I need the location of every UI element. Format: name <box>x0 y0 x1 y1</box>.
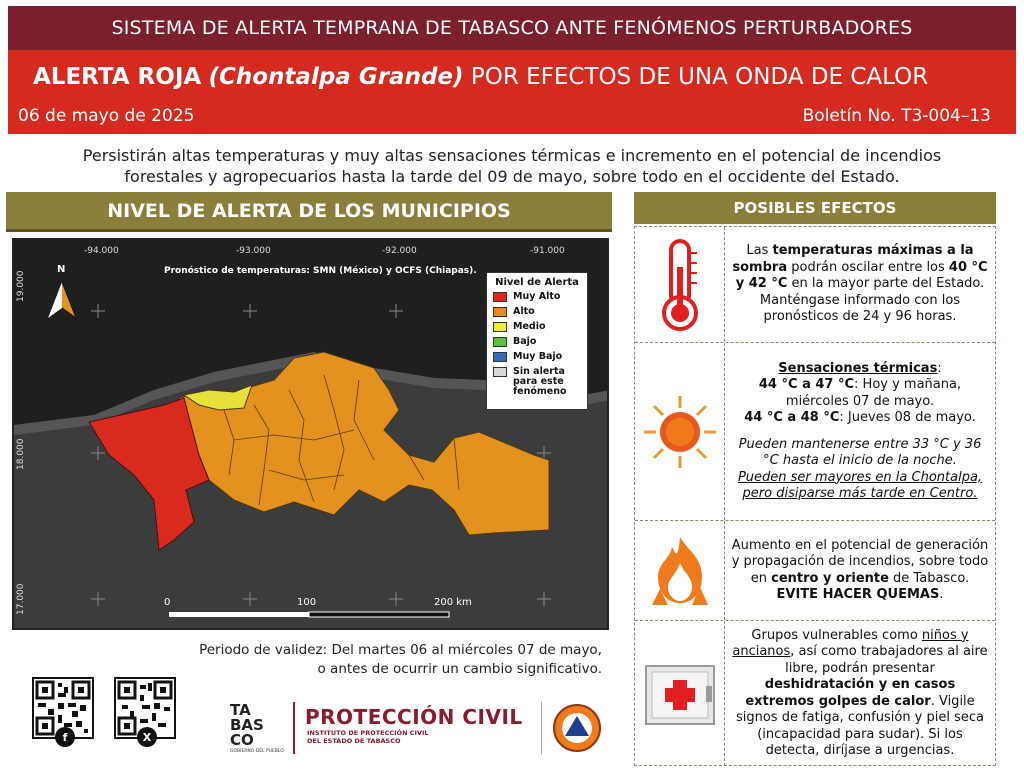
alert-label: ALERTA ROJA <box>33 64 202 90</box>
scale-label: 0 <box>164 597 171 608</box>
first-aid-kit-icon <box>635 621 725 766</box>
alert-rest: POR EFECTOS DE UNA ONDA DE CALOR <box>470 64 929 90</box>
map-source: Pronóstico de temperaturas: SMN (México) y OCFS (Chiapas). <box>164 266 477 276</box>
municipal-alert-header-text: NIVEL DE ALERTA DE LOS MUNICIPIOS <box>107 199 511 222</box>
validity-line-2: o antes de ocurrir un cambio significativo. <box>317 661 602 677</box>
legend-item <box>493 352 581 362</box>
lat-label: 17.000 <box>16 583 26 615</box>
legend-swatch <box>493 367 507 377</box>
legend-swatch <box>493 322 507 332</box>
lat-label: 18.000 <box>16 438 26 470</box>
legend-title: Nivel de Alerta <box>495 277 579 288</box>
fire-icon <box>635 521 725 620</box>
summary-text <box>20 145 1004 187</box>
legend-item <box>493 292 581 302</box>
legend-label: Medio <box>513 321 546 332</box>
civil-protection-seal-icon <box>552 703 602 753</box>
proteccion-civil-subtitle: INSTITUTO DE PROTECCIÓN CIVIL DEL ESTADO DE TABASCO <box>307 729 429 745</box>
effects-header-text: POSIBLES EFECTOS <box>733 199 897 217</box>
lon-label: -93.000 <box>236 246 271 256</box>
lon-label: -94.000 <box>84 246 119 256</box>
legend-swatch <box>493 352 507 362</box>
scale-label: 100 <box>297 597 317 608</box>
bulletin-date: 06 de mayo de 2025 <box>18 106 195 126</box>
tabasco-logo: TA BAS CO <box>230 701 264 749</box>
health-text: Grupos vulnerables como niños y ancianos, así como trabajadores al aire libre, podrán presentar deshidratación y en casos extremos golpes de calor. Vigile signos de fatiga, confusión y piel seca (incapacidad para sudar). Si los detecta, diríjase a urgencias. <box>732 627 988 758</box>
proteccion-civil-title: PROTECCIÓN CIVIL <box>305 705 523 729</box>
system-title-bar <box>8 6 1016 50</box>
lon-label: -91.000 <box>530 246 565 256</box>
legend-swatch <box>493 292 507 302</box>
municipal-alert-header <box>6 192 612 232</box>
logo-divider <box>541 702 542 754</box>
bulletin-number: Boletín No. T3-004–13 <box>802 106 991 126</box>
map-legend <box>486 272 588 410</box>
effect-fires <box>635 521 995 621</box>
x-icon: X <box>137 727 157 747</box>
scale-bar-1 <box>169 612 309 617</box>
fires-text: Aumento en el potencial de generación y propagación de incendios, sobre todo en centro y oriente de Tabasco. EVITE HACER QUEMAS. <box>731 537 989 602</box>
effect-temperature <box>635 227 995 343</box>
thermometer-icon <box>635 227 725 342</box>
temperature-text: Las temperaturas máximas a la sombra podrán oscilar entre los 40 °C y 42 °C en la mayor parte del Estado. Manténgase informado con los pronósticos de 24 y 96 horas. <box>732 243 988 325</box>
validity-line-1: Periodo de validez: Del martes 06 al miércoles 07 de mayo, <box>199 642 602 658</box>
lat-label: 19.000 <box>16 270 26 302</box>
x-qr-code[interactable] <box>114 677 176 744</box>
logo-divider <box>293 702 295 754</box>
heat-index-text: Sensaciones térmicas: 44 °C a 47 °C: Hoy y mañana, miércoles 07 de mayo. 44 °C a 48 °C: Jueves 08 de mayo. Pueden mantenerse entre 33 °C y 36 °C hasta el inicio de la noche. Pueden ser mayores en la Chontalpa, pero disiparse más tarde en Centro. <box>737 360 983 501</box>
effect-heat-index <box>635 343 995 521</box>
alert-title <box>33 64 928 90</box>
legend-label: Alto <box>513 306 535 317</box>
system-title: SISTEMA DE ALERTA TEMPRANA DE TABASCO ANTE FENÓMENOS PERTURBADORES <box>111 17 913 39</box>
effect-health <box>635 621 995 766</box>
legend-label: Muy Bajo <box>513 351 563 362</box>
effects-panel <box>634 226 996 766</box>
legend-item <box>493 337 581 347</box>
sun-icon <box>635 343 725 520</box>
alert-region: (Chontalpa Grande) <box>208 64 464 90</box>
legend-swatch <box>493 337 507 347</box>
legend-item <box>493 367 581 397</box>
alert-band <box>8 50 1016 134</box>
alert-map <box>12 238 609 630</box>
north-label: N <box>57 264 66 275</box>
summary-line-2: forestales y agropecuarios hasta la tarde del 09 de mayo, sobre todo en el occidente del Estado. <box>124 167 900 186</box>
legend-label: Sin alerta para este fenómeno <box>513 366 567 397</box>
facebook-icon: f <box>55 727 75 747</box>
validity-period <box>160 641 602 679</box>
summary-line-1: Persistirán altas temperaturas y muy altas sensaciones térmicas e incremento en el potencial de incendios <box>82 146 942 165</box>
scale-bar-2 <box>309 612 449 617</box>
legend-item <box>493 307 581 317</box>
legend-label: Bajo <box>513 336 537 347</box>
scale-label: 200 km <box>434 597 472 608</box>
legend-label: Muy Alto <box>513 291 561 302</box>
facebook-qr-code[interactable] <box>32 677 94 744</box>
legend-item <box>493 322 581 332</box>
effects-header <box>634 192 996 224</box>
tabasco-logo-subtitle: GOBIERNO DEL PUEBLO <box>230 749 284 754</box>
lon-label: -92.000 <box>382 246 417 256</box>
legend-swatch <box>493 307 507 317</box>
